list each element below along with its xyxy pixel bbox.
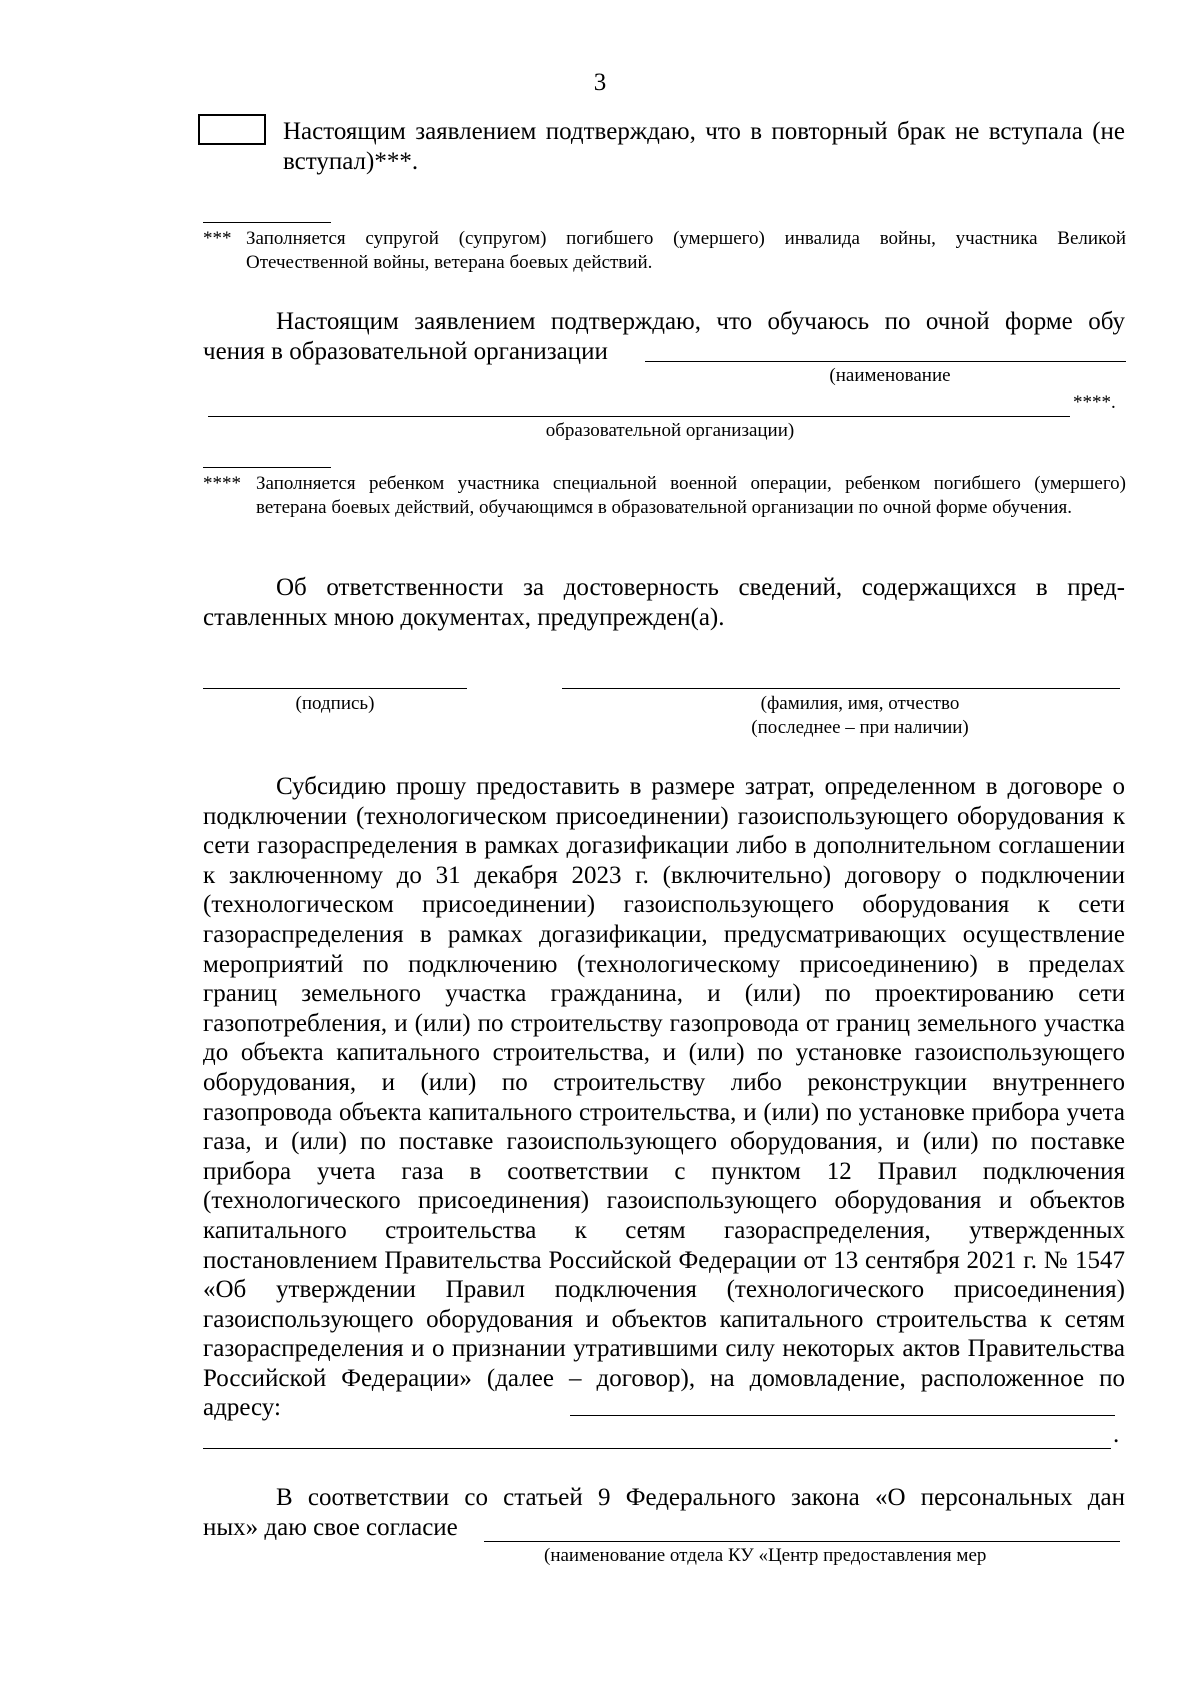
page-number: 3 [593, 69, 607, 96]
address-line-2[interactable] [203, 1448, 1111, 1449]
study-statement-line2: чения в образовательной организации [203, 338, 608, 365]
address-line-1[interactable] [570, 1415, 1115, 1416]
study-statement-line1: Настоящим заявлением подтверждаю, что обучаюсь по очной форме обу [276, 308, 1125, 335]
footnote-rule [203, 467, 331, 468]
full-name-caption-1: (фамилия, имя, отчество [760, 693, 960, 714]
full-name-caption-2: (последнее – при наличии) [751, 717, 969, 738]
footnote-rule [203, 222, 331, 223]
institution-caption-2: образовательной организации) [545, 420, 795, 441]
institution-caption-1: (наименование [829, 365, 951, 386]
full-name-line[interactable] [562, 688, 1120, 689]
department-name-line[interactable] [484, 1541, 1120, 1542]
consent-line2: ных» даю свое согласие [203, 1514, 458, 1541]
address-end-period: . [1113, 1421, 1120, 1448]
marriage-statement: Настоящим заявлением подтверждаю, что в повторный брак не вступала (не вступал)***. [283, 118, 1125, 175]
footnote-3-text: Заполняется супругой (супругом) погибшего (умершего) инвалида войны, участника Великой Отечественной войны, ветерана боевых действий. [246, 228, 1126, 273]
signature-line[interactable] [203, 688, 467, 689]
study-end-mark: ****. [1073, 392, 1116, 413]
footnote-3-mark: *** [203, 228, 232, 249]
institution-name-line-2[interactable] [208, 416, 1070, 417]
department-caption: (наименование отдела КУ «Центр предоставления мер [544, 1545, 987, 1566]
signature-caption: (подпись) [295, 693, 375, 714]
footnote-4-mark: **** [203, 473, 241, 494]
marriage-checkbox[interactable] [198, 114, 266, 145]
responsibility-statement: Об ответственности за достоверность сведений, содержащихся в представленных мною документах, предупрежден(а). [203, 574, 1125, 631]
subsidy-paragraph: Субсидию прошу предоставить в размере затрат, определенном в договоре о подключении (технологическом присоединении) газоиспользующего оборудования к сети газораспределения в рамках догазификации либо в дополнительном соглашении к заключенному до 31 декабря 2023 г. (включительно) договору о подключении (технологическом присоединении) газоиспользующего оборудования к сети газораспределения в рамках догазификации, предусматривающих осуществление мероприятий по подключению (технологическому присоединению) в пределах границ земельного участка гражданина, и (или) по проектированию сети газопотребления, и (или) по строительству газопровода от границ земельного участка до объекта капитального строительства, и (или) по установке газоиспользующего оборудования, и (или) по строительству либо реконструкции внутреннего газопровода объекта капитального строительства, и (или) по установке прибора учета газа, и (или) по поставке газоиспользующего оборудования, и (или) по поставке прибора учета газа в соответствии с пунктом 12 Правил подключения (технологического присоединения) газоиспользующего оборудования и объектов капитального строительства к сетям газораспределения, утвержденных постановлением Правительства Российской Федерации от 13 сентября 2021 г. № 1547 «Об утверждении Правил подключения (технологического присоединения) газоиспользующего оборудования и объектов капитального строительства к сетям газораспределения и о признании утратившими силу некоторых актов Правительства Российской Федерации» (далее – договор), на домовладение, расположенное по адресу: [203, 773, 1125, 1422]
institution-name-line-1[interactable] [645, 361, 1126, 362]
footnote-4-text: Заполняется ребенком участника специальной военной операции, ребенком погибшего (умершего) ветерана боевых действий, обучающимся в образовательной организации по очной форме обучения. [256, 473, 1126, 518]
consent-line1: В соответствии со статьей 9 Федерального закона «О персональных дан [276, 1484, 1125, 1511]
